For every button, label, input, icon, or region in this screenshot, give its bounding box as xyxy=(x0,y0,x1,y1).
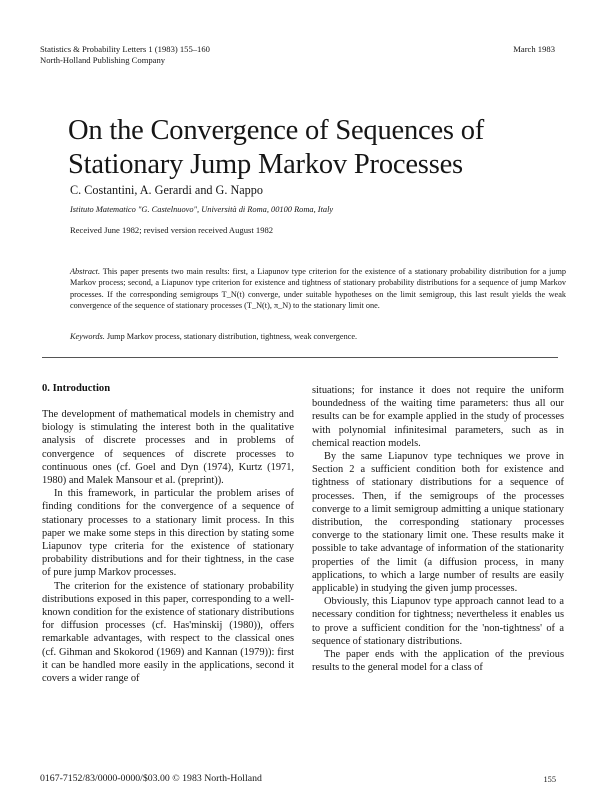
title-line-2: Stationary Jump Markov Processes xyxy=(68,149,463,180)
affiliation: Istituto Matematico "G. Castelnuovo", Università di Roma, 00100 Roma, Italy xyxy=(70,205,334,214)
authors: C. Costantini, A. Gerardi and G. Nappo xyxy=(70,183,263,197)
paragraph: Obviously, this Liapunov type approach cannot lead to a necessary condition for tightness; nevertheless it enables us to prove a sufficient condition for the 'non-tightness' of a sequence of stationary distributions. xyxy=(312,596,564,647)
page-number: 155 xyxy=(543,775,556,784)
title-line-1: On the Convergence of Sequences of xyxy=(68,115,485,146)
paragraph: The development of mathematical models in chemistry and biology is stimulating the interest both in the qualitative analysis of discrete processes and in problems of convergence of sequences of discrete processes to continuous ones (cf. Goel and Dyn (1974), Kurtz (1971, 1980) and Malek Mansour et al. (preprint)). xyxy=(42,409,294,487)
abstract-label: Abstract. xyxy=(70,267,101,276)
paragraph: The paper ends with the application of the previous results to the general model for a class of xyxy=(312,649,564,674)
keywords xyxy=(70,332,566,341)
abstract xyxy=(70,266,566,312)
divider-rule xyxy=(42,357,558,358)
section-heading: 0. Introduction xyxy=(42,383,111,394)
paragraph: By the same Liapunov type techniques we prove in Section 2 a sufficient condition both for existence and tightness of stationary distributions for a sequence of processes. Then, if the semigroups of the processes converge to a limit semigroup admitting a unique stationary distribution, the corresponding stationary processes converge to the stationary limit one. These results make it possible to take advantage of information of the stationarity properties of the limit (a diffusion process, in many applications, to which a large number of results are easily applicable) in studying the given jump processes. xyxy=(312,451,564,595)
journal-line: Statistics & Probability Letters 1 (1983) 155–160 xyxy=(40,44,210,54)
keywords-label: Keywords. xyxy=(70,332,105,341)
received-dates: Received June 1982; revised version received August 1982 xyxy=(70,225,274,235)
issue-date: March 1983 xyxy=(513,44,555,54)
keywords-text: Jump Markov process, stationary distribution, tightness, weak convergence. xyxy=(104,332,358,341)
copyright-code: 0167-7152/83/0000-0000/$03.00 © 1983 North-Holland xyxy=(40,773,262,784)
left-column xyxy=(42,408,294,685)
abstract-text: This paper presents two main results: first, a Liapunov type criterion for the existence of a stationary probability distribution for a jump Markov process; second, a Liapunov type criterion for existence and tightness of stationary probability distributions for a sequence of jump Markov processes. If the corresponding semigroups T_N(t) converge, under suitable hypotheses on the limit semigroup, this last result yields the weak convergence of the sequence of stationary processes (T_N(t), π_N) to the stationary limit one. xyxy=(70,267,566,311)
right-column xyxy=(312,384,564,674)
article-title xyxy=(68,114,568,182)
journal-header xyxy=(40,44,340,66)
paragraph: The criterion for the existence of stationary probability distributions exposed in this paper, corresponding to a well-known condition for the existence of stationary distributions for diffusion processes (cf. Has'minskij (1980)), offers remarkable advantages, with respect to the classical ones (cf. Gihman and Skokorod (1969) and Kannan (1979)): first it can be handled more easily in the applications, second it covers a wider range of xyxy=(42,580,294,685)
paragraph: situations; for instance it does not require the uniform boundedness of the waiting time parameters: thus all our results can be for example applied in the study of processes with polynomial infinitesimal parameters, such as in chemical reaction models. xyxy=(312,385,564,449)
paragraph: In this framework, in particular the problem arises of finding conditions for the convergence of a sequence of stationary processes to a stationary limit process. In this paper we make some steps in this direction by stating some Liapunov type criteria for the existence of stationary probability distributions and for their tightness, in the case of pure jump Markov processes. xyxy=(42,488,294,579)
publisher-line: North-Holland Publishing Company xyxy=(40,55,166,65)
